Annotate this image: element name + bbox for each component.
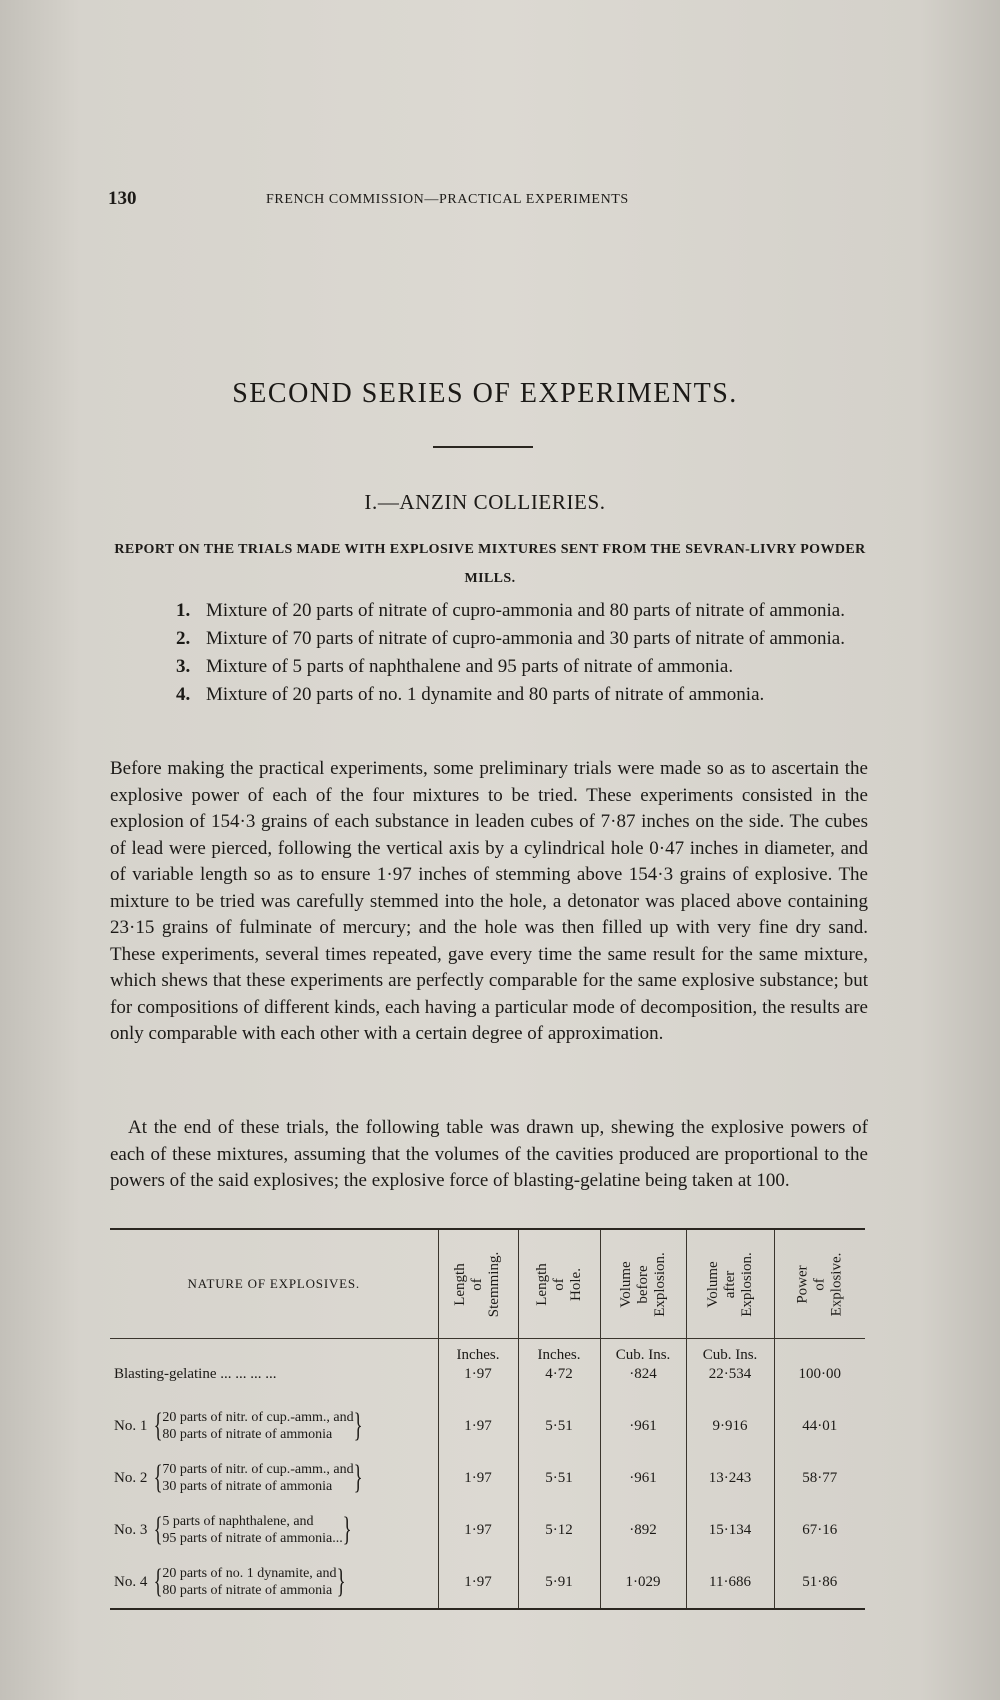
- cell-volume-after: 22·534: [686, 1364, 774, 1400]
- table-row: [110, 1556, 865, 1609]
- body-paragraph: At the end of these trials, the following table was drawn up, shewing the explosive powers of each of these mixtures, assuming that the volumes of the cavities produced are proportional to the powers of the said explosives; the explosive force of blasting-gelatine being taken at 100.: [110, 1117, 868, 1191]
- cell-power: 51·86: [774, 1556, 865, 1609]
- cell-hole: 5·51: [518, 1452, 600, 1504]
- running-head: [108, 188, 898, 218]
- unit-cell: Cub. Ins.: [600, 1339, 686, 1365]
- item-number: 2.: [176, 628, 191, 649]
- cell-volume-before: ·961: [600, 1452, 686, 1504]
- cell-stemming: 1·97: [438, 1556, 518, 1609]
- cell-volume-after: 15·134: [686, 1504, 774, 1556]
- report-title: REPORT ON THE TRIALS MADE WITH EXPLOSIVE MIXTURES SENT FROM THE SEVRAN-LIVRY POWDER MILLS.: [114, 542, 866, 586]
- cell-power: 100·00: [774, 1364, 865, 1400]
- cell-power: 58·77: [774, 1452, 865, 1504]
- cell-stemming: 1·97: [438, 1400, 518, 1452]
- cell-stemming: 1·97: [438, 1452, 518, 1504]
- explosive-name: Blasting-gelatine ... ... ... ...: [114, 1366, 277, 1382]
- running-title: FRENCH COMMISSION—PRACTICAL EXPERIMENTS: [266, 192, 629, 207]
- cell-volume-before: ·824: [600, 1364, 686, 1400]
- explosive-name: No. 1 {20 parts of nitr. of cup.-amm., and 80 parts of nitrate of ammonia }: [114, 1407, 363, 1444]
- item-text: Mixture of 20 parts of nitrate of cupro-ammonia and 80 parts of nitrate of ammonia.: [206, 600, 845, 621]
- cell-hole: 5·91: [518, 1556, 600, 1609]
- cell-volume-before: 1·029: [600, 1556, 686, 1609]
- header-volume-before: Volume before Explosion.: [600, 1229, 686, 1339]
- item-number: 4.: [176, 684, 191, 705]
- section-title: I.—ANZIN COLLIERIES.: [364, 490, 606, 514]
- cell-volume-after: 13·243: [686, 1452, 774, 1504]
- cell-volume-after: 11·686: [686, 1556, 774, 1609]
- item-number: 3.: [176, 656, 191, 677]
- body-paragraph: Before making the practical experiments, some preliminary trials were made so as to ascertain the explosive power of each of the four mixtures to be tried. These experiments consisted in the explosion of 154·3 grains of each substance in leaden cubes of 7·87 inches on the side. The cubes of lead were pierced, following the vertical axis by a cylindrical hole 0·47 inches in diameter, and of variable length so as to ensure 1·97 inches of stemming above 154·3 grains of explosive. The mixture to be tried was carefully stemmed into the hole, a detonator was placed above containing 23·15 grains of fulminate of mercury; and the hole was then filled up with very fine dry sand. These experiments, several times repeated, gave every time the same result for the same mixture, which shews that these experiments are perfectly comparable for the same explosive substance; but for compositions of different kinds, each having a particular mode of decomposition, the results are only comparable with each other with a certain degree of approximation.: [110, 758, 868, 1044]
- item-text: Mixture of 70 parts of nitrate of cupro-ammonia and 30 parts of nitrate of ammonia.: [206, 628, 845, 649]
- title-rule: [433, 446, 533, 448]
- cell-volume-after: 9·916: [686, 1400, 774, 1452]
- header-nature: NATURE OF EXPLOSIVES.: [110, 1229, 438, 1339]
- header-stemming: Length of Stemming.: [438, 1229, 518, 1339]
- list-item: [140, 626, 870, 652]
- list-item: [140, 682, 870, 708]
- item-number: 1.: [176, 600, 191, 621]
- cell-hole: 5·51: [518, 1400, 600, 1452]
- unit-cell: Inches.: [518, 1339, 600, 1365]
- explosive-name: No. 2 {70 parts of nitr. of cup.-amm., and 30 parts of nitrate of ammonia }: [114, 1459, 363, 1496]
- page-number: 130: [108, 188, 137, 209]
- list-item: [140, 654, 870, 680]
- header-hole: Length of Hole.: [518, 1229, 600, 1339]
- cell-volume-before: ·892: [600, 1504, 686, 1556]
- cell-hole: 5·12: [518, 1504, 600, 1556]
- unit-cell: Cub. Ins.: [686, 1339, 774, 1365]
- header-volume-after: Volume after Explosion.: [686, 1229, 774, 1339]
- item-text: Mixture of 20 parts of no. 1 dynamite and 80 parts of nitrate of ammonia.: [206, 684, 765, 705]
- unit-cell: Inches.: [438, 1339, 518, 1365]
- table-row: [110, 1504, 865, 1556]
- table-row: [110, 1452, 865, 1504]
- units-row: [110, 1339, 865, 1365]
- series-title: SECOND SERIES OF EXPERIMENTS.: [232, 378, 738, 409]
- table-row: [110, 1400, 865, 1452]
- mixture-list: [140, 598, 870, 710]
- results-table-wrap: [110, 1228, 865, 1598]
- item-text: Mixture of 5 parts of naphthalene and 95 parts of nitrate of ammonia.: [206, 656, 734, 677]
- cell-volume-before: ·961: [600, 1400, 686, 1452]
- header-power: Power of Explosive.: [774, 1229, 865, 1339]
- cell-power: 67·16: [774, 1504, 865, 1556]
- table-row: [110, 1364, 865, 1400]
- list-item: [140, 598, 870, 624]
- table-header-row: [110, 1229, 865, 1339]
- cell-power: 44·01: [774, 1400, 865, 1452]
- cell-hole: 4·72: [518, 1364, 600, 1400]
- cell-stemming: 1·97: [438, 1364, 518, 1400]
- cell-stemming: 1·97: [438, 1504, 518, 1556]
- results-table: [110, 1228, 865, 1610]
- explosive-name: No. 4 {20 parts of no. 1 dynamite, and 80 parts of nitrate of ammonia }: [114, 1563, 346, 1600]
- explosive-name: No. 3 {5 parts of naphthalene, and 95 parts of nitrate of ammonia...}: [114, 1511, 352, 1548]
